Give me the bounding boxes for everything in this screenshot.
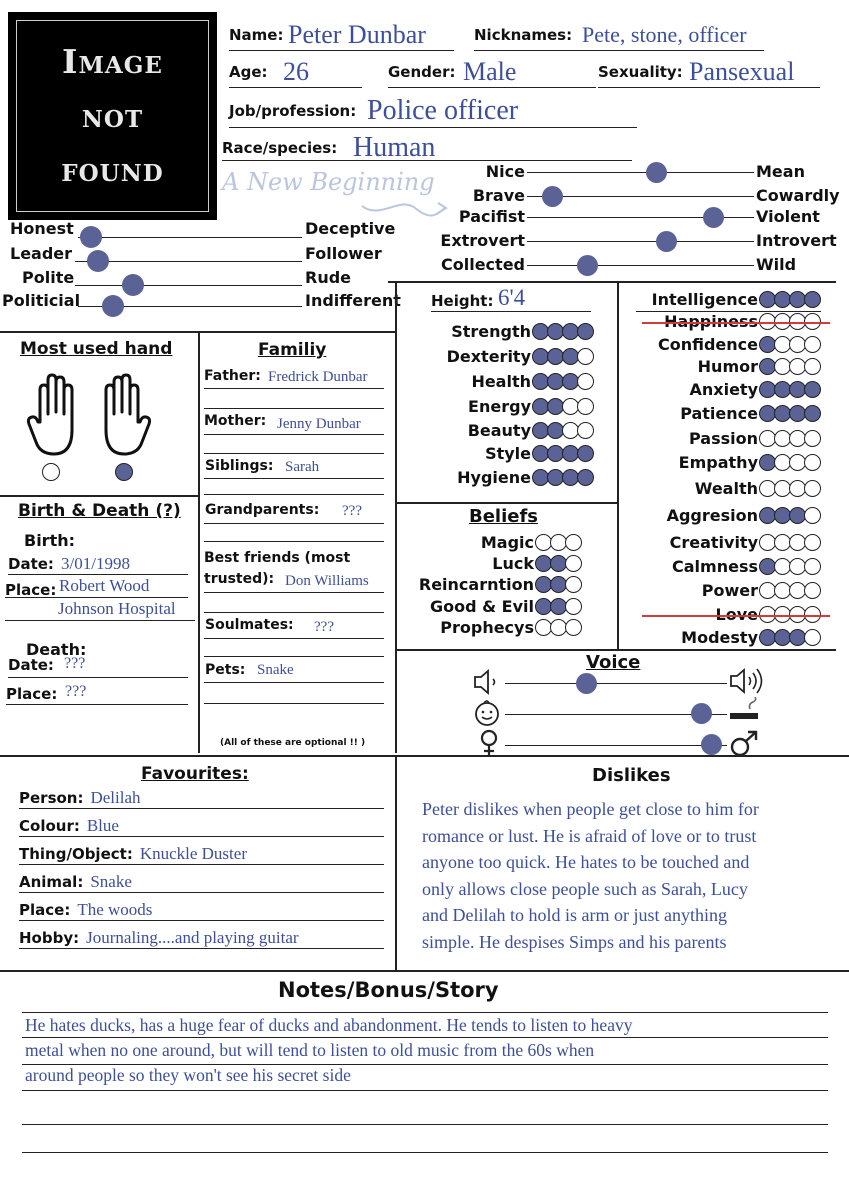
stat-row	[680, 404, 821, 423]
hand-title: Most used hand	[20, 339, 173, 359]
grandparents-label: Grandparents:	[205, 502, 320, 518]
stat-row	[447, 347, 594, 366]
stat-label: Happiness	[664, 312, 758, 331]
trait-right-label: Introvert	[756, 231, 837, 250]
stat-label: Wealth	[694, 479, 758, 498]
rating-circle-empty	[565, 534, 582, 551]
stat-label: Health	[471, 372, 531, 391]
favourite-underline	[19, 864, 384, 865]
gender-value: Male	[463, 57, 517, 86]
trait-left-label: Collected	[441, 255, 525, 274]
stat-label: Empathy	[678, 453, 758, 472]
rating-circle-filled	[577, 323, 594, 340]
trait-track	[527, 265, 754, 266]
stat-label: Aggresion	[666, 506, 758, 525]
belief-row	[419, 575, 582, 594]
trait-left-label: Leader	[10, 244, 73, 263]
death-date-value: ???	[64, 655, 86, 672]
trait-right-label: Indifferent	[305, 291, 401, 310]
voice-maturity-slider[interactable]	[691, 703, 712, 724]
male-symbol-icon	[729, 730, 759, 758]
name-label: Name:	[229, 26, 284, 44]
stat-row	[681, 628, 821, 647]
stat-label: Hygiene	[457, 468, 531, 487]
nicknames-label: Nicknames:	[474, 26, 573, 44]
left-hand-icon	[26, 372, 86, 458]
favourite-label: Animal:	[19, 873, 84, 891]
dislikes-line: romance or lust. He is afraid of love or to trust	[422, 825, 757, 846]
favourite-row	[19, 844, 247, 864]
stat-label: Modesty	[681, 628, 758, 647]
strikethrough-mark	[642, 322, 830, 324]
stat-label: Energy	[468, 397, 531, 416]
favourite-label: Person:	[19, 789, 84, 807]
birth-place-value-2: Johnson Hospital	[58, 599, 176, 618]
portrait-text-3: found	[61, 150, 164, 189]
voice-gender-slider[interactable]	[701, 734, 722, 755]
voice-volume-slider[interactable]	[576, 673, 597, 694]
birth-death-title: Birth & Death (?)	[18, 501, 181, 521]
rating-circles	[761, 534, 821, 551]
dislikes-title: Dislikes	[592, 765, 671, 786]
favourite-row	[19, 788, 141, 808]
favourite-value: Delilah	[90, 788, 141, 807]
siblings-label: Siblings:	[205, 458, 274, 474]
nicknames-value: Pete, stone, officer	[582, 22, 747, 47]
trait-left-label: Honest	[10, 219, 74, 238]
pets-label: Pets:	[205, 662, 246, 678]
age-label: Age:	[229, 63, 268, 81]
trait-slider-knob[interactable]	[542, 186, 563, 207]
stat-row	[679, 453, 821, 472]
dislikes-line: Peter dislikes when people get close to him for	[422, 799, 759, 819]
stat-row	[702, 581, 821, 600]
favourite-row	[19, 816, 119, 836]
portrait-placeholder	[8, 12, 217, 220]
height-value: 6'4	[498, 285, 526, 310]
belief-label: Prophecys	[440, 618, 534, 637]
favourite-value: Knuckle Duster	[139, 844, 247, 863]
trait-slider-knob[interactable]	[646, 162, 667, 183]
rating-circles	[761, 558, 821, 575]
soulmates-value: ???	[314, 619, 334, 635]
voice-title: Voice	[586, 652, 641, 673]
father-label: Father:	[204, 368, 261, 384]
favourite-underline	[19, 808, 384, 809]
race-value: Human	[353, 132, 436, 163]
belief-label: Luck	[492, 554, 534, 573]
trait-left-label: Extrovert	[440, 231, 525, 250]
stat-row	[689, 380, 821, 399]
stat-label: Humor	[697, 357, 758, 376]
trait-slider-knob[interactable]	[122, 274, 144, 296]
rating-circles	[537, 534, 582, 551]
death-title: Death:	[26, 640, 87, 659]
rating-circles	[534, 348, 594, 365]
rating-circle-empty	[565, 598, 582, 615]
belief-row	[430, 597, 582, 616]
rating-circle-empty	[804, 582, 821, 599]
trait-right-label: Violent	[756, 207, 820, 226]
dislikes-line: simple. He despises Simps and his parents	[422, 931, 727, 952]
rating-circle-empty	[565, 576, 582, 593]
beliefs-title: Beliefs	[469, 506, 539, 527]
rating-circles	[534, 398, 594, 415]
stat-label: Patience	[680, 404, 758, 423]
rating-circle-empty	[565, 555, 582, 572]
favourites-title: Favourites:	[141, 764, 249, 784]
trait-left-label: Polite	[22, 268, 75, 287]
speaker-high-icon	[728, 666, 766, 696]
name-value: Peter Dunbar	[288, 20, 426, 49]
rating-circles	[537, 555, 582, 572]
portrait-text-2: not	[81, 96, 144, 135]
rating-circle-empty	[804, 358, 821, 375]
stat-label: Style	[485, 444, 531, 463]
rating-circle-empty	[804, 558, 821, 575]
rating-circles	[761, 629, 821, 646]
belief-row	[440, 618, 582, 637]
rating-circles	[537, 619, 582, 636]
dislikes-text	[422, 796, 759, 955]
female-symbol-icon	[478, 729, 500, 757]
height-label: Height:	[431, 292, 494, 310]
race-label: Race/species:	[222, 139, 338, 157]
trait-slider-knob[interactable]	[87, 250, 109, 272]
favourite-underline	[19, 920, 384, 921]
dislikes-line: and Delilah to hold is arm or just anything	[422, 905, 727, 925]
rating-circle-empty	[577, 348, 594, 365]
rating-circle-empty	[565, 619, 582, 636]
rating-circles	[534, 373, 594, 390]
stat-row	[457, 468, 594, 487]
trait-right-label: Deceptive	[305, 219, 396, 238]
baby-face-icon	[472, 699, 502, 727]
speaker-low-icon	[472, 668, 504, 696]
rating-circles	[761, 291, 821, 308]
birth-place-value-1: Robert Wood	[59, 576, 150, 595]
stat-label: Anxiety	[689, 380, 758, 399]
trait-slider-knob[interactable]	[102, 295, 124, 317]
rating-circles	[761, 507, 821, 524]
trait-left-label: Nice	[485, 162, 525, 181]
rating-circle-empty	[804, 454, 821, 471]
favourite-row	[19, 872, 132, 892]
rating-circle-empty	[804, 534, 821, 551]
trait-left-label: Brave	[472, 186, 525, 205]
notes-text	[25, 1013, 632, 1088]
rating-circle-filled	[804, 381, 821, 398]
stat-row	[672, 557, 821, 576]
favourite-value: The woods	[77, 900, 153, 919]
rating-circle-empty	[804, 480, 821, 497]
grandparents-value: ???	[342, 503, 362, 519]
trait-slider-knob[interactable]	[80, 226, 102, 248]
strikethrough-mark	[642, 615, 830, 617]
favourite-label: Thing/Object:	[19, 845, 133, 863]
favourite-value: Journaling....and playing guitar	[86, 928, 299, 947]
stat-label: Strength	[451, 322, 531, 341]
stat-row	[652, 290, 821, 309]
cigarette-icon	[728, 697, 764, 723]
death-place-value: ???	[65, 683, 87, 700]
trait-track	[78, 237, 302, 238]
stat-label: Passion	[688, 429, 758, 448]
rating-circle-empty	[577, 422, 594, 439]
best-friends-label-2: trusted):	[204, 571, 275, 587]
rating-circle-filled	[577, 445, 594, 462]
stat-label: Love	[715, 605, 758, 624]
sexuality-value: Pansexual	[689, 57, 795, 86]
stat-label: Power	[701, 581, 758, 600]
trait-track	[527, 172, 754, 173]
rating-circles	[761, 480, 821, 497]
belief-row	[492, 554, 582, 573]
right-hand-icon	[92, 372, 152, 458]
stat-label: Beauty	[467, 421, 531, 440]
belief-row	[481, 533, 582, 552]
trait-slider-knob[interactable]	[577, 255, 598, 276]
favourite-label: Hobby:	[19, 929, 80, 947]
stat-label: Confidence	[657, 335, 758, 354]
death-place-label: Place:	[6, 685, 58, 703]
job-value: Police officer	[367, 95, 519, 126]
rating-circles	[537, 598, 582, 615]
best-friends-label-1: Best friends (most	[204, 550, 351, 566]
stat-row	[468, 397, 594, 416]
rating-circles	[534, 445, 594, 462]
stat-label: Calmness	[672, 557, 758, 576]
stat-row	[670, 533, 821, 552]
mother-value: Jenny Dunbar	[277, 416, 361, 432]
birth-date-label: Date:	[8, 555, 54, 573]
rating-circles	[761, 454, 821, 471]
soulmates-label: Soulmates:	[205, 617, 294, 633]
belief-label: Reincarntion	[418, 575, 534, 594]
stat-row	[451, 322, 594, 341]
stat-row	[695, 479, 821, 498]
rating-circle-empty	[577, 398, 594, 415]
notes-line: metal when no one around, but will tend to listen to old music from the 60s when	[25, 1040, 595, 1060]
stats-underline	[636, 311, 821, 312]
rating-circles	[761, 405, 821, 422]
stat-row	[471, 372, 594, 391]
stat-row	[689, 429, 821, 448]
favourite-row	[19, 928, 299, 948]
stat-row	[468, 421, 594, 440]
rating-circle-empty	[804, 507, 821, 524]
dislikes-line: only allows close people such as Sarah, Lucy	[422, 878, 748, 899]
favourite-value: Blue	[86, 816, 119, 835]
favourite-label: Place:	[19, 901, 71, 919]
stat-label: Dexterity	[446, 347, 531, 366]
stat-row	[698, 357, 821, 376]
siblings-value: Sarah	[285, 459, 320, 475]
belief-label: Good & Evil	[430, 597, 534, 616]
birth-place-label: Place:	[5, 581, 57, 599]
rating-circles	[537, 576, 582, 593]
portrait-text-1: Image	[62, 42, 163, 81]
trait-track	[75, 285, 302, 286]
trait-right-label: Rude	[305, 268, 352, 287]
rating-circles	[761, 358, 821, 375]
trait-left-label: Pacifist	[458, 207, 525, 226]
rating-circles	[534, 422, 594, 439]
favourite-label: Colour:	[19, 817, 80, 835]
stat-row	[658, 335, 821, 354]
trait-slider-knob[interactable]	[656, 231, 677, 252]
rating-circles	[761, 582, 821, 599]
rating-circle-filled	[804, 405, 821, 422]
family-optional-note: (All of these are optional !! )	[220, 738, 366, 748]
rating-circles	[534, 323, 594, 340]
father-value: Fredrick Dunbar	[268, 369, 368, 385]
notes-line: He hates ducks, has a huge fear of ducks and abandonment. He tends to listen to heavy	[25, 1015, 633, 1035]
sexuality-label: Sexuality:	[598, 63, 683, 81]
notes-line: around people so they won't see his secret side	[25, 1065, 351, 1085]
birth-title: Birth:	[24, 531, 76, 550]
trait-track	[75, 261, 302, 262]
stat-row	[485, 444, 594, 463]
stat-label: Creativity	[669, 533, 758, 552]
watermark-swirl	[360, 194, 450, 220]
favourite-row	[19, 900, 152, 920]
trait-right-label: Follower	[305, 244, 382, 263]
trait-right-label: Mean	[756, 162, 805, 181]
death-date-label: Date:	[8, 656, 54, 674]
trait-left-label: Politicial	[2, 291, 81, 310]
best-friends-value: Don Williams	[285, 573, 369, 589]
stat-row	[667, 506, 821, 525]
favourite-underline	[19, 892, 384, 893]
family-title: Familiy	[258, 340, 327, 360]
trait-right-label: Cowardly	[756, 186, 840, 205]
age-value: 26	[283, 57, 309, 86]
right-hand-radio[interactable]	[115, 463, 133, 481]
trait-track	[527, 241, 754, 242]
left-hand-radio[interactable]	[42, 463, 60, 481]
favourite-underline	[19, 836, 384, 837]
trait-right-label: Wild	[756, 255, 797, 274]
job-label: Job/profession:	[229, 102, 357, 120]
rating-circles	[761, 381, 821, 398]
mother-label: Mother:	[204, 413, 267, 429]
rating-circle-filled	[804, 291, 821, 308]
trait-slider-knob[interactable]	[703, 207, 724, 228]
favourite-underline	[19, 948, 384, 949]
rating-circle-filled	[577, 469, 594, 486]
rating-circle-empty	[804, 430, 821, 447]
rating-circle-empty	[577, 373, 594, 390]
favourite-value: Snake	[90, 872, 132, 891]
birth-date-value: 3/01/1998	[61, 554, 130, 573]
watermark-text: A New Beginning	[222, 168, 435, 196]
rating-circles	[761, 430, 821, 447]
rating-circle-empty	[804, 336, 821, 353]
stat-label: Intelligence	[651, 290, 758, 309]
rating-circles	[761, 336, 821, 353]
notes-title: Notes/Bonus/Story	[278, 978, 499, 1002]
rating-circles	[534, 469, 594, 486]
pets-value: Snake	[257, 662, 294, 678]
dislikes-line: anyone too quick. He hates to be touched and	[422, 852, 750, 872]
gender-label: Gender:	[388, 63, 456, 81]
rating-circle-empty	[804, 629, 821, 646]
belief-label: Magic	[480, 533, 534, 552]
